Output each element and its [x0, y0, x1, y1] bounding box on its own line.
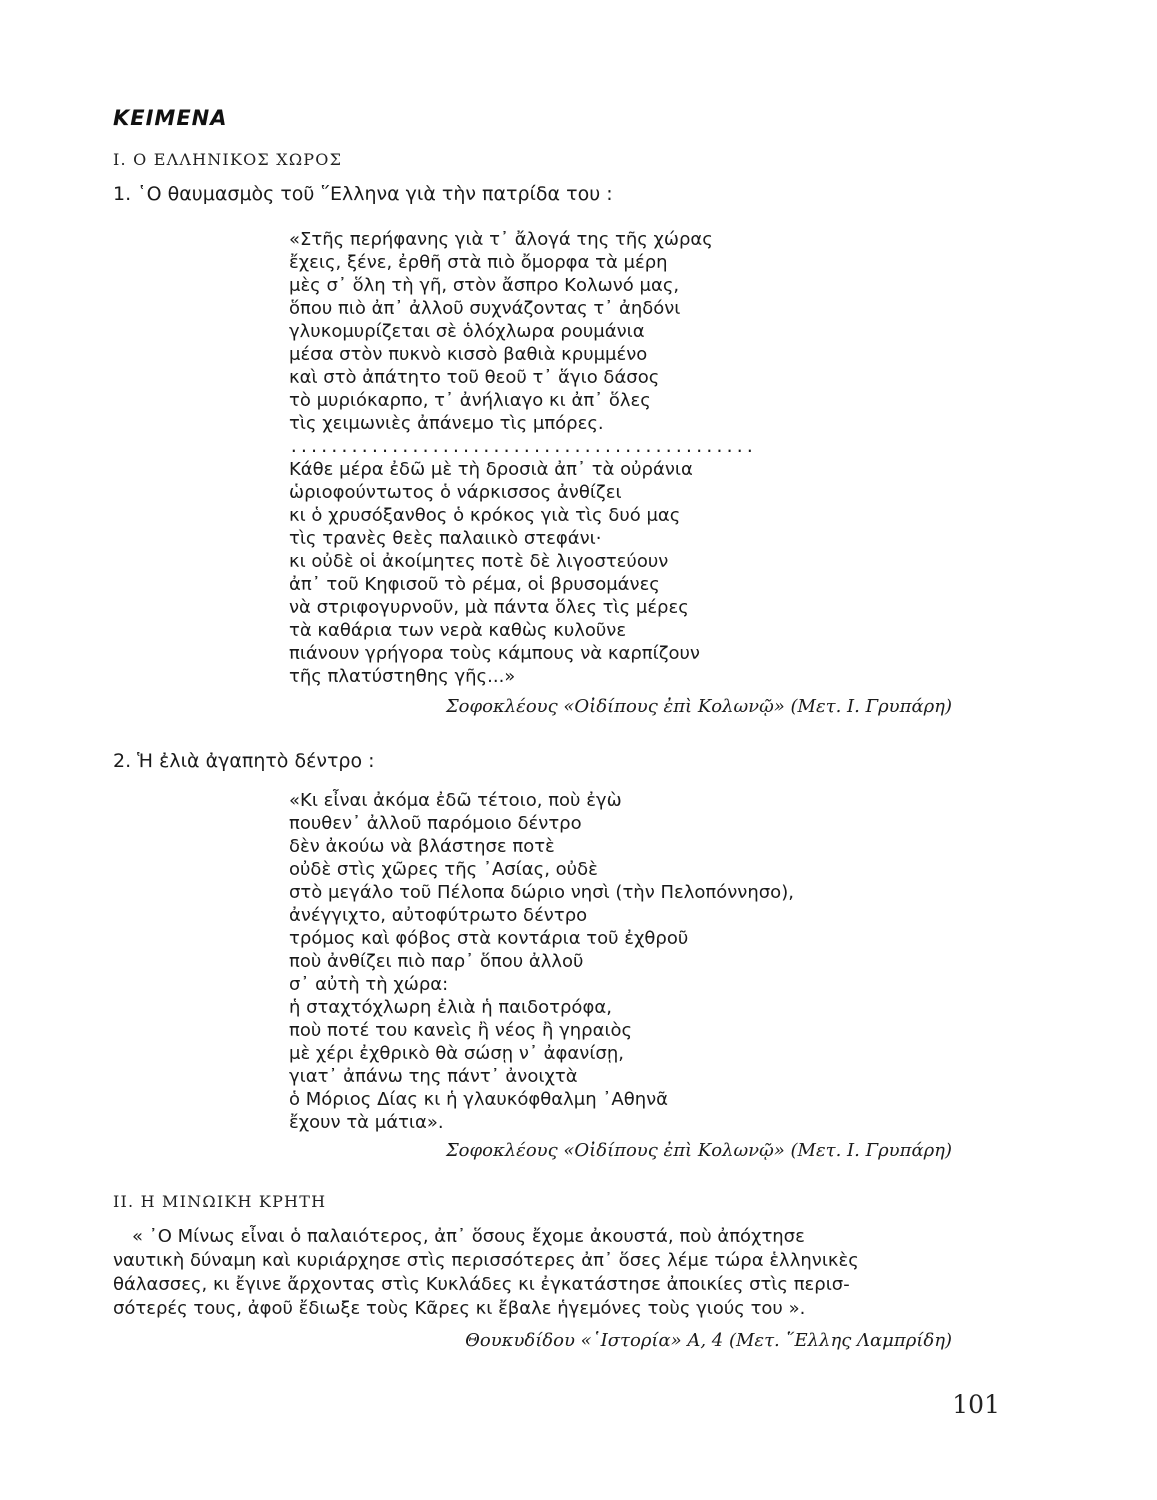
poem-line: οὐδὲ στὶς χῶρες τῆς ᾿Ασίας, οὐδὲ: [289, 859, 598, 880]
poem-line: ὅπου πιὸ ἀπ᾿ ἀλλοῦ συχνάζοντας τ᾿ ἀηδόνι: [289, 298, 681, 319]
page-header: ΚΕΙΜΕΝΑ: [113, 106, 228, 130]
poem-oedipus-olive: [289, 789, 969, 1134]
item-title-olive-tree: 2. Ἡ ἐλιὰ ἀγαπητὸ δέντρο :: [113, 750, 375, 772]
prose-line: ναυτικὴ δύναμη καὶ κυριάρχησε στὶς περισσότερες ἀπ᾿ ὅσες λέμε τώρα ἑλληνικὲς: [113, 1250, 859, 1271]
poem-line: ἀπ᾿ τοῦ Κηφισοῦ τὸ ρέμα, οἱ βρυσομάνες: [289, 574, 660, 595]
section-title-minoan-crete: ΙΙ. Η ΜΙΝΩΙΚΗ ΚΡΗΤΗ: [113, 1192, 327, 1211]
poem-line: δὲν ἀκούω νὰ βλάστησε ποτὲ: [289, 836, 555, 857]
poem-line: ἔχουν τὰ μάτια».: [289, 1112, 444, 1133]
prose-line: « ᾿Ο Μίνως εἶναι ὁ παλαιότερος, ἀπ᾿ ὅσους ἔχομε ἀκουστά, ποὺ ἀπόχτησε: [132, 1226, 805, 1247]
poem-line: γλυκομυρίζεται σὲ ὁλόχλωρα ρουμάνια: [289, 321, 645, 342]
poem-line: τὰ καθάρια των νερὰ καθὼς κυλοῦνε: [289, 620, 627, 641]
poem-line: ποὺ ποτέ του κανεὶς ἢ νέος ἢ γηραιὸς: [289, 1020, 633, 1041]
page-number: 101: [952, 1390, 1000, 1419]
source-citation: Θουκυδίδου «῾Ιστορία» Α, 4 (Μετ. ῞Ελλης Λαμπρίδη): [465, 1330, 952, 1351]
poem-line: «Κι εἶναι ἀκόμα ἐδῶ τέτοιο, ποὺ ἐγὼ: [289, 790, 622, 811]
poem-oedipus-part-a: [289, 228, 969, 688]
poem-line: τὶς τρανὲς θεὲς παλαιικὸ στεφάνι·: [289, 528, 602, 549]
poem-line: πουθεν᾿ ἀλλοῦ παρόμοιο δέντρο: [289, 813, 582, 834]
poem-line: τρόμος καὶ φόβος στὰ κοντάρια τοῦ ἐχθροῦ: [289, 928, 689, 949]
section-title-greek-space: Ι. Ο ΕΛΛΗΝΙΚΟΣ ΧΩΡΟΣ: [113, 150, 343, 169]
poem-line: σ᾿ αὐτὴ τὴ χώρα:: [289, 974, 449, 995]
ellipsis-divider: ..............................................: [289, 437, 756, 456]
poem-line: μὲ χέρι ἐχθρικὸ θὰ σώσῃ ν᾿ ἀφανίσῃ,: [289, 1043, 624, 1064]
poem-line: μὲς σ᾿ ὅλη τὴ γῆ, στὸν ἄσπρο Κολωνό μας,: [289, 275, 680, 296]
poem-line: κι ὁ χρυσόξανθος ὁ κρόκος γιὰ τὶς δυό μας: [289, 505, 681, 526]
poem-line: στὸ μεγάλο τοῦ Πέλοπα δώριο νησὶ (τὴν Πελοπόννησο),: [289, 882, 794, 903]
poem-line: ἔχεις, ξένε, ἐρθῆ στὰ πιὸ ὄμορφα τὰ μέρη: [289, 252, 668, 273]
poem-line: ὡριοφούντωτος ὁ νάρκισσος ἀνθίζει: [289, 482, 622, 503]
item-title-admiration: 1. ῾Ο θαυμασμὸς τοῦ ῞Ελληνα γιὰ τὴν πατρίδα του :: [113, 183, 613, 205]
poem-line: τῆς πλατύστηθης γῆς...»: [289, 666, 516, 687]
poem-line: μέσα στὸν πυκνὸ κισσὸ βαθιὰ κρυμμένο: [289, 344, 648, 365]
poem-line: κι οὐδὲ οἱ ἀκοίμητες ποτὲ δὲ λιγοστεύουν: [289, 551, 669, 572]
poem-line: καὶ στὸ ἀπάτητο τοῦ θεοῦ τ᾿ ἅγιο δάσος: [289, 367, 660, 388]
poem-line: τὸ μυριόκαρπο, τ᾿ ἀνήλιαγο κι ἀπ᾿ ὅλες: [289, 390, 651, 411]
poem-line: γιατ᾿ ἀπάνω της πάντ᾿ ἀνοιχτὰ: [289, 1066, 578, 1087]
poem-line: «Στῆς περήφανης γιὰ τ᾿ ἄλογά της τῆς χώρας: [289, 229, 713, 250]
poem-line: πιάνουν γρήγορα τοὺς κάμπους νὰ καρπίζουν: [289, 643, 700, 664]
source-citation: Σοφοκλέους «Οἰδίπους ἐπὶ Κολωνῷ» (Μετ. Ι. Γρυπάρη): [445, 1140, 952, 1161]
poem-line: ποὺ ἀνθίζει πιὸ παρ᾿ ὅπου ἀλλοῦ: [289, 951, 584, 972]
poem-line: τὶς χειμωνιὲς ἀπάνεμο τὶς μπόρες.: [289, 413, 604, 434]
poem-line: ἡ σταχτόχλωρη ἐλιὰ ἡ παιδοτρόφα,: [289, 997, 612, 1018]
prose-line: θάλασσες, κι ἔγινε ἄρχοντας στὶς Κυκλάδες κι ἐγκατάστησε ἀποικίες στὶς περισ-: [113, 1274, 850, 1295]
poem-line: νὰ στριφογυρνοῦν, μὰ πάντα ὅλες τὶς μέρες: [289, 597, 689, 618]
prose-line: σότερές τους, ἀφοῦ ἔδιωξε τοὺς Κᾶρες κι ἔβαλε ἡγεμόνες τοὺς γιούς του ».: [113, 1298, 806, 1319]
poem-line: ὁ Μόριος Δίας κι ἡ γλαυκόφθαλμη ᾿Αθηνᾶ: [289, 1089, 669, 1110]
poem-line: ἀνέγγιχτο, αὐτοφύτρωτο δέντρο: [289, 905, 588, 926]
prose-thucydides: [113, 1225, 953, 1321]
source-citation: Σοφοκλέους «Οἰδίπους ἐπὶ Κολωνῷ» (Μετ. Ι. Γρυπάρη): [445, 696, 952, 717]
poem-line: Κάθε μέρα ἐδῶ μὲ τὴ δροσιὰ ἀπ᾿ τὰ οὐράνια: [289, 459, 693, 480]
